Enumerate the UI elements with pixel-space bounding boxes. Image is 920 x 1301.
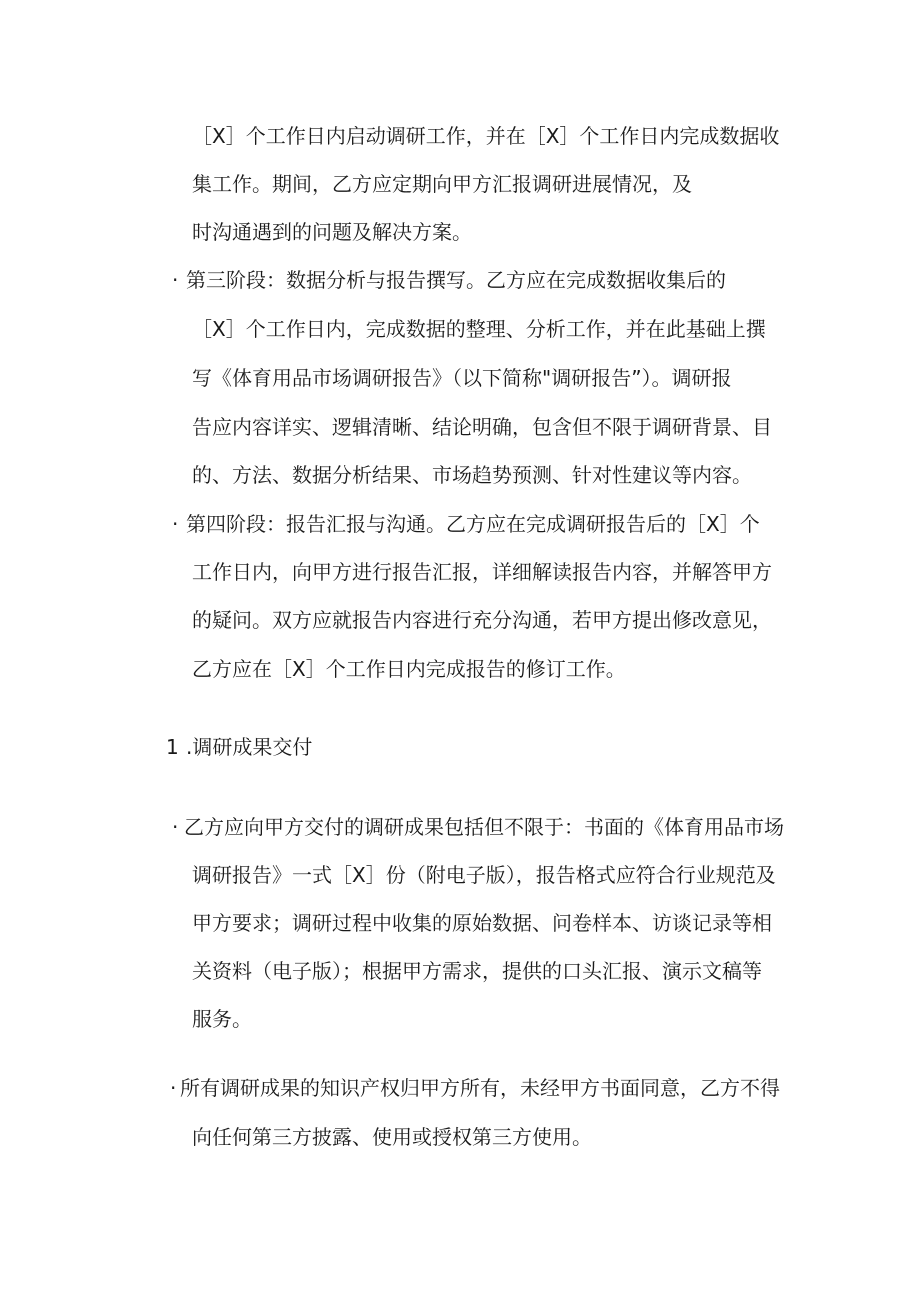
paragraph-line: 乙方应在［X］个工作日内完成报告的修订工作。 (192, 657, 626, 681)
paragraph-line: 时沟通遇到的问题及解决方案。 (192, 220, 472, 244)
paragraph-line: 写《体育用品市场调研报告》（以下简称"调研报告”）。调研报 (192, 366, 732, 390)
paragraph-line: 关资料（电子版）；根据甲方需求，提供的口头汇报、演示文稿等 (192, 959, 762, 983)
section-number: 1 (166, 735, 179, 759)
paragraph-line: 集工作。期间，乙方应定期向甲方汇报调研进展情况，及 (192, 172, 692, 196)
paragraph-line: 的疑问。双方应就报告内容进行充分沟通，若甲方提出修改意见， (192, 608, 772, 632)
paragraph-line: ［X］个工作日内，完成数据的整理、分析工作，并在此基础上撰 (192, 317, 766, 341)
paragraph-line: 的、方法、数据分析结果、市场趋势预测、针对性建议等内容。 (192, 463, 752, 487)
paragraph-line: 第四阶段：报告汇报与沟通。乙方应在完成调研报告后的［X］个 (186, 512, 760, 536)
paragraph-line: 第三阶段：数据分析与报告撰写。乙方应在完成数据收集后的 (186, 268, 726, 292)
bullet-marker: · (172, 268, 179, 292)
paragraph-line: 向任何第三方披露、使用或授权第三方使用。 (192, 1125, 592, 1149)
paragraph-line: 告应内容详实、逻辑清晰、结论明确，包含但不限于调研背景、目 (192, 415, 772, 439)
paragraph-line: 甲方要求；调研过程中收集的原始数据、问卷样本、访谈记录等相 (192, 911, 772, 935)
section-title: .调研成果交付 (186, 735, 313, 759)
bullet-marker: · (172, 512, 179, 536)
paragraph-line: ［X］个工作日内启动调研工作，并在［X］个工作日内完成数据收 (192, 124, 780, 148)
bullet-marker: · (172, 815, 179, 839)
paragraph-line: 乙方应向甲方交付的调研成果包括但不限于：书面的《体育用品市场 (184, 815, 784, 839)
bullet-marker: · (170, 1076, 177, 1100)
paragraph-line: 服务。 (192, 1007, 252, 1031)
paragraph-line: 所有调研成果的知识产权归甲方所有，未经甲方书面同意，乙方不得 (180, 1076, 780, 1100)
paragraph-line: 工作日内，向甲方进行报告汇报，详细解读报告内容，并解答甲方 (192, 560, 772, 584)
paragraph-line: 调研报告》一式［X］份（附电子版），报告格式应符合行业规范及 (192, 863, 776, 887)
